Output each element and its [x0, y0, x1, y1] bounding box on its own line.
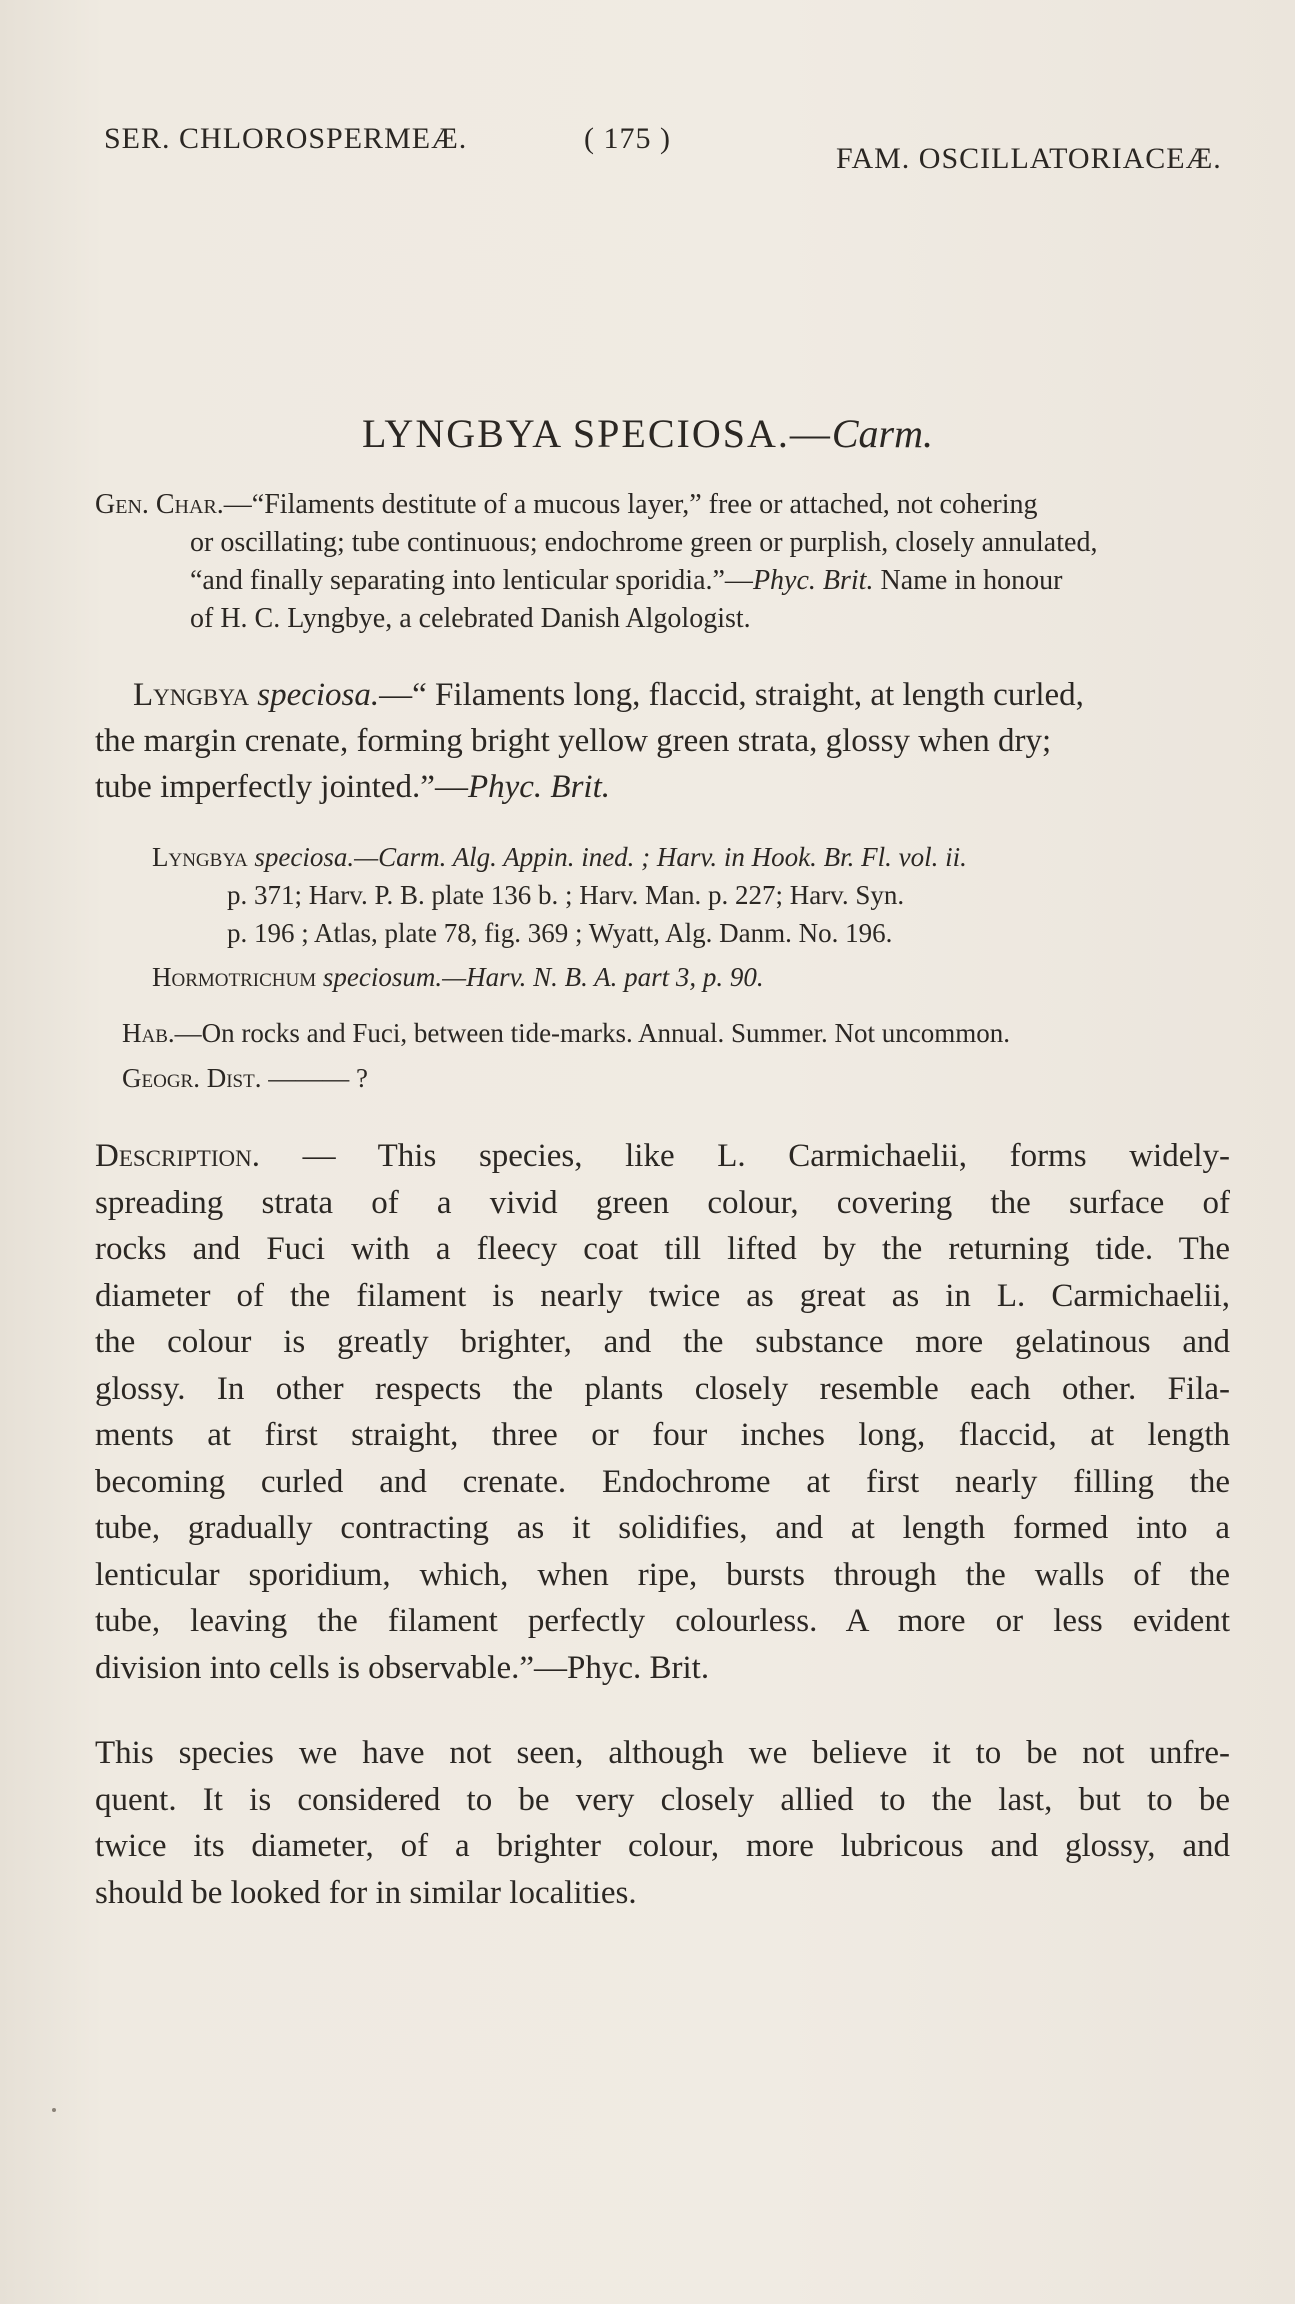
- geogr-label: Geogr. Dist.: [122, 1063, 262, 1093]
- gen-char-label: Gen. Char.: [95, 489, 224, 520]
- closing-paragraph: [95, 1730, 1230, 1916]
- closing-line-2: quent. It is considered to be very closely allied to the last, but to be: [95, 1781, 1230, 1818]
- description-line-7: ments at first straight, three or four inches long, flaccid, at length: [95, 1417, 1230, 1453]
- gen-char-line-3: “and finally separating into lenticular sporidia.”—Phyc. Brit. Name in honour: [190, 565, 1063, 596]
- description-line-12: division into cells is observable.”—Phyc. Brit.: [95, 1649, 710, 1686]
- description-paragraph: [95, 1133, 1230, 1691]
- description-line-5: the colour is greatly brighter, and the substance more gelatinous and: [95, 1324, 1230, 1360]
- description-line-10: lenticular sporidium, which, when ripe, bursts through the walls of the: [95, 1556, 1230, 1593]
- description-line-3: rocks and Fuci with a fleecy coat till lifted by the returning tide. The: [95, 1231, 1230, 1267]
- closing-line-1: This species we have not seen, although we believe it to be not unfre-: [95, 1735, 1230, 1771]
- description-label: Description.: [95, 1138, 260, 1174]
- habitat-line: [122, 1013, 1222, 1053]
- gen-char-line-4: of H. C. Lyngbye, a celebrated Danish Algologist.: [190, 603, 751, 634]
- synonymy-references: [152, 838, 1222, 996]
- reference-line-1: Lyngbya speciosa.—Carm. Alg. Appin. ined. ; Harv. in Hook. Br. Fl. vol. ii.: [152, 842, 967, 872]
- description-line-1: Description. — This species, like L. Carmichaelii, forms widely-: [95, 1138, 1230, 1174]
- geogr-text: ——— ?: [261, 1063, 368, 1093]
- closing-line-4: should be looked for in similar localities.: [95, 1874, 637, 1911]
- species-title: [0, 410, 1295, 457]
- description-line-11: tube, leaving the filament perfectly colourless. A more or less evident: [95, 1603, 1230, 1639]
- diagnosis-species: speciosa.: [257, 677, 380, 713]
- habitat-label: Hab.: [122, 1018, 175, 1048]
- diagnosis-genus: Lyngbya: [133, 677, 249, 713]
- reference-line-3: p. 196 ; Atlas, plate 78, fig. 369 ; Wyatt, Alg. Danm. No. 196.: [227, 918, 893, 948]
- description-line-4: diameter of the filament is nearly twice as great as in L. Carmichaelii,: [95, 1277, 1230, 1314]
- reference-line-4: Hormotrichum speciosum.—Harv. N. B. A. part 3, p. 90.: [152, 962, 764, 992]
- description-line-2: spreading strata of a vivid green colour, covering the surface of: [95, 1184, 1230, 1221]
- species-title-author: Carm.: [831, 411, 933, 456]
- gen-char-line-2: or oscillating; tube continuous; endochrome green or purplish, closely annulated,: [190, 527, 1098, 558]
- diagnosis-line-1: Lyngbya speciosa.—“ Filaments long, flaccid, straight, at length curled,: [133, 677, 1084, 713]
- gen-char-citation: Phyc. Brit.: [752, 565, 874, 596]
- running-header-family: FAM. OSCILLATORIACEÆ.: [836, 142, 1222, 175]
- geographic-distribution-line: [122, 1058, 1222, 1098]
- reference-line-2: p. 371; Harv. P. B. plate 136 b. ; Harv. Man. p. 227; Harv. Syn.: [227, 880, 905, 910]
- running-header-series: SER. CHLOROSPERMEÆ.: [104, 122, 468, 155]
- species-diagnosis: [95, 672, 1225, 810]
- diagnosis-line-3: tube imperfectly jointed.”—Phyc. Brit.: [95, 769, 611, 805]
- species-title-name: LYNGBYA SPECIOSA.—: [362, 411, 832, 456]
- habitat-text: —On rocks and Fuci, between tide-marks. Annual. Summer. Not uncommon.: [174, 1018, 1011, 1048]
- gen-char-line-1: Gen. Char.—“Filaments destitute of a mucous layer,” free or attached, not cohering: [95, 489, 1038, 520]
- closing-line-3: twice its diameter, of a brighter colour, more lubricous and glossy, and: [95, 1828, 1230, 1864]
- paper-speck: [52, 2108, 56, 2112]
- page-number: ( 175 ): [584, 122, 671, 155]
- description-line-8: becoming curled and crenate. Endochrome at first nearly filling the: [95, 1463, 1230, 1500]
- description-line-6: glossy. In other respects the plants closely resemble each other. Fila-: [95, 1370, 1230, 1407]
- description-line-9: tube, gradually contracting as it solidifies, and at length formed into a: [95, 1510, 1230, 1546]
- diagnosis-citation: Phyc. Brit.: [467, 769, 611, 805]
- generic-character: [95, 486, 1225, 638]
- diagnosis-line-2: the margin crenate, forming bright yellow green strata, glossy when dry;: [95, 723, 1052, 759]
